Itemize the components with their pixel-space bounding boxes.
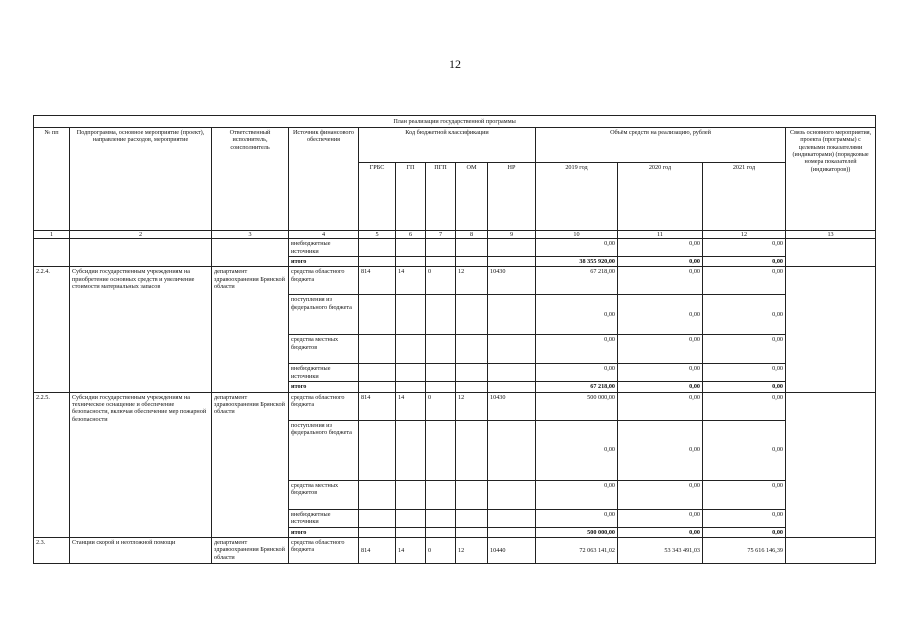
table-row <box>34 267 876 295</box>
value-2019: 67 218,00 <box>536 382 618 392</box>
code-np: 10430 <box>488 267 536 295</box>
source-cell: средства областного бюджета <box>289 537 359 563</box>
column-number-row <box>34 231 876 239</box>
header-om: ОМ <box>456 163 488 231</box>
source-cell: поступления из федерального бюджета <box>289 295 359 335</box>
item-name: Субсидии государственным учреждениям на техническое оснащение и обеспечение безопасности, включая обеспечение мер пожарной безопасности <box>70 392 212 537</box>
source-cell: внебюджетные источники <box>289 364 359 382</box>
value-2020: 0,00 <box>618 527 703 537</box>
table-caption: План реализации государственной программы <box>34 116 876 128</box>
value-2019: 0,00 <box>536 420 618 480</box>
header-link: Связь основного мероприятия, проекта (программы) с целевыми показателями (индикаторами) (порядковые номера показателей (индикаторов)) <box>786 128 876 231</box>
header-2020: 2020 год <box>618 163 703 231</box>
value-2021: 0,00 <box>703 256 786 266</box>
value-2019: 67 218,00 <box>536 267 618 295</box>
cell-empty <box>70 239 212 267</box>
header-source: Источник финансового обеспечения <box>289 128 359 231</box>
value-2020: 0,00 <box>618 256 703 266</box>
header-row <box>34 128 876 163</box>
code-grbs: 814 <box>359 392 396 420</box>
code-np: 10440 <box>488 537 536 563</box>
value-2019: 38 355 920,00 <box>536 256 618 266</box>
colnum: 2 <box>70 231 212 239</box>
value-2021: 0,00 <box>703 527 786 537</box>
code-om: 12 <box>456 267 488 295</box>
source-cell: внебюджетные источники <box>289 509 359 527</box>
header-subprogram: Подпрограмма, основное мероприятие (проект), направление расходов, мероприятие <box>70 128 212 231</box>
value-2020: 0,00 <box>618 392 703 420</box>
value-2020: 0,00 <box>618 480 703 509</box>
colnum: 4 <box>289 231 359 239</box>
code-pgp: 0 <box>426 537 456 563</box>
value-2021: 0,00 <box>703 295 786 335</box>
code-grbs: 814 <box>359 537 396 563</box>
code-pgp: 0 <box>426 267 456 295</box>
code-grbs: 814 <box>359 267 396 295</box>
value-2019: 0,00 <box>536 364 618 382</box>
header-responsible: Ответственный исполнитель, соисполнитель <box>212 128 289 231</box>
colnum: 10 <box>536 231 618 239</box>
value-2020: 0,00 <box>618 239 703 257</box>
colnum: 5 <box>359 231 396 239</box>
value-2021: 0,00 <box>703 420 786 480</box>
source-cell: итого <box>289 256 359 266</box>
source-cell: итого <box>289 527 359 537</box>
colnum: 13 <box>786 231 876 239</box>
value-2019: 0,00 <box>536 480 618 509</box>
value-2020: 0,00 <box>618 382 703 392</box>
value-2019: 500 000,00 <box>536 527 618 537</box>
value-2021: 0,00 <box>703 509 786 527</box>
code-gp: 14 <box>396 267 426 295</box>
header-grbs: ГРБС <box>359 163 396 231</box>
table-row <box>34 239 876 257</box>
source-cell: внебюджетные источники <box>289 239 359 257</box>
table-caption-row <box>34 116 876 128</box>
value-2021: 0,00 <box>703 382 786 392</box>
source-cell: итого <box>289 382 359 392</box>
item-responsible: департамент здравоохранения Брянской области <box>212 267 289 392</box>
value-2019: 0,00 <box>536 509 618 527</box>
value-2020: 53 343 491,03 <box>618 537 703 563</box>
header-no: № пп <box>34 128 70 231</box>
colnum: 9 <box>488 231 536 239</box>
table-row <box>34 537 876 563</box>
header-budget-code: Код бюджетной классификации <box>359 128 536 163</box>
cell-empty <box>212 239 289 267</box>
source-cell: средства местных бюджетов <box>289 480 359 509</box>
colnum: 3 <box>212 231 289 239</box>
value-2020: 0,00 <box>618 420 703 480</box>
item-number: 2.2.5. <box>34 392 70 537</box>
value-2019: 72 063 141,02 <box>536 537 618 563</box>
value-2021: 0,00 <box>703 239 786 257</box>
value-2021: 75 616 146,39 <box>703 537 786 563</box>
code-om: 12 <box>456 392 488 420</box>
value-2021: 0,00 <box>703 267 786 295</box>
value-2019: 500 000,00 <box>536 392 618 420</box>
value-2021: 0,00 <box>703 480 786 509</box>
item-name: Станции скорой и неотложной помощи <box>70 537 212 563</box>
value-2019: 0,00 <box>536 295 618 335</box>
source-cell: средства местных бюджетов <box>289 335 359 364</box>
item-name: Субсидии государственным учреждениям на приобретение основных средств и увеличение стоимости материальных запасов <box>70 267 212 392</box>
cell-empty <box>34 239 70 267</box>
item-number: 2.3. <box>34 537 70 563</box>
source-cell: средства областного бюджета <box>289 392 359 420</box>
value-2019: 0,00 <box>536 335 618 364</box>
header-volume: Объём средств на реализацию, рублей <box>536 128 786 163</box>
item-responsible: департамент здравоохранения Брянской области <box>212 537 289 563</box>
value-2020: 0,00 <box>618 335 703 364</box>
value-2020: 0,00 <box>618 364 703 382</box>
value-2021: 0,00 <box>703 335 786 364</box>
colnum: 6 <box>396 231 426 239</box>
table-row <box>34 392 876 420</box>
code-gp: 14 <box>396 392 426 420</box>
code-gp: 14 <box>396 537 426 563</box>
value-2020: 0,00 <box>618 295 703 335</box>
page-number: 12 <box>449 57 461 71</box>
header-np: НР <box>488 163 536 231</box>
item-responsible: департамент здравоохранения Брянской области <box>212 392 289 537</box>
program-plan-table <box>33 115 876 564</box>
source-cell: средства областного бюджета <box>289 267 359 295</box>
value-2019: 0,00 <box>536 239 618 257</box>
source-cell: поступления из федерального бюджета <box>289 420 359 480</box>
value-2020: 0,00 <box>618 267 703 295</box>
colnum: 1 <box>34 231 70 239</box>
header-2021: 2021 год <box>703 163 786 231</box>
colnum: 7 <box>426 231 456 239</box>
header-pgp: ПГП <box>426 163 456 231</box>
code-pgp: 0 <box>426 392 456 420</box>
value-2020: 0,00 <box>618 509 703 527</box>
item-number: 2.2.4. <box>34 267 70 392</box>
colnum: 12 <box>703 231 786 239</box>
code-np: 10430 <box>488 392 536 420</box>
value-2021: 0,00 <box>703 392 786 420</box>
header-gp: ГП <box>396 163 426 231</box>
header-2019: 2019 год <box>536 163 618 231</box>
code-om: 12 <box>456 537 488 563</box>
colnum: 8 <box>456 231 488 239</box>
colnum: 11 <box>618 231 703 239</box>
value-2021: 0,00 <box>703 364 786 382</box>
